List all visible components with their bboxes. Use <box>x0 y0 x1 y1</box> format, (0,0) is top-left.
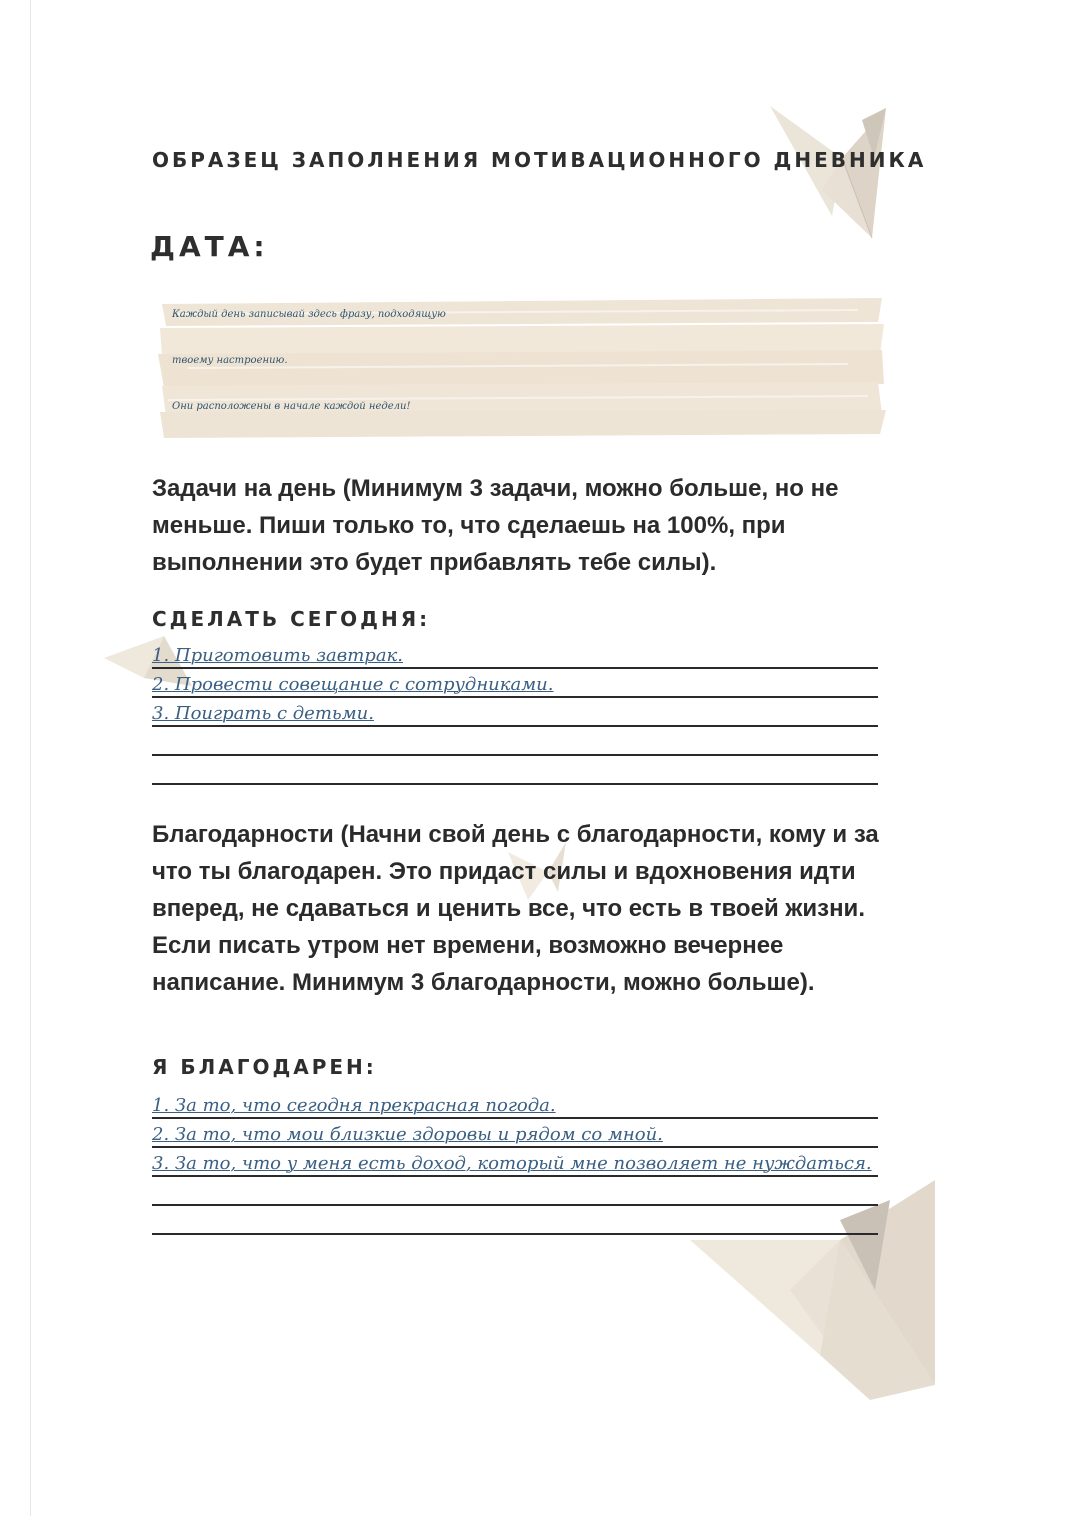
gratitude-line[interactable] <box>152 1206 878 1235</box>
gratitude-line[interactable] <box>152 1090 878 1119</box>
task-line[interactable] <box>152 756 878 785</box>
task-line[interactable] <box>152 640 878 669</box>
gratitude-line[interactable] <box>152 1148 878 1177</box>
tasks-list <box>152 640 878 785</box>
gratitude-line[interactable] <box>152 1119 878 1148</box>
task-text: 3. Поиграть с детьми. <box>152 703 374 724</box>
gratitude-text: 3. За то, что у меня есть доход, который мне позволяет не нуждаться. <box>152 1153 872 1174</box>
gratitude-line[interactable] <box>152 1177 878 1206</box>
motivational-quote <box>172 292 892 430</box>
butterfly-icon <box>762 98 912 248</box>
quote-line: Они расположены в начале каждой недели! <box>172 401 411 412</box>
quote-line: Каждый день записывай здесь фразу, подходящую <box>172 309 446 320</box>
gratitude-description: Благодарности (Начни свой день с благодарности, кому и за что ты благодарен. Это придаст силы и вдохновения идти вперед, не сдаваться и ценить все, что есть в твоей жизни. Если писать утром нет времени, возможно вечернее написание. Минимум 3 благодарности, можно больше). <box>152 821 879 996</box>
task-line[interactable] <box>152 727 878 756</box>
quote-line: твоему настроению. <box>172 355 288 366</box>
page-title: ОБРАЗЕЦ ЗАПОЛНЕНИЯ МОТИВАЦИОННОГО ДНЕВНИКА <box>152 148 927 172</box>
task-line[interactable] <box>152 669 878 698</box>
gratitude-text: 1. За то, что сегодня прекрасная погода. <box>152 1095 556 1116</box>
gratitude-text: 2. За то, что мои близкие здоровы и рядом со мной. <box>152 1124 663 1145</box>
task-text: 1. Приготовить завтрак. <box>152 645 404 666</box>
tasks-description: Задачи на день (Минимум 3 задачи, можно больше, но не меньше. Пиши только то, что сделаешь на 100%, при выполнении это будет прибавлять тебе силы). <box>152 475 839 576</box>
task-text: 2. Провести совещание с сотрудниками. <box>152 674 554 695</box>
date-label: ДАТА: <box>150 230 269 263</box>
page-edge <box>30 0 31 1516</box>
gratitude-list <box>152 1090 878 1235</box>
tasks-section-label: СДЕЛАТЬ СЕГОДНЯ: <box>152 607 431 631</box>
gratitude-section-label: Я БЛАГОДАРЕН: <box>152 1055 377 1079</box>
task-line[interactable] <box>152 698 878 727</box>
